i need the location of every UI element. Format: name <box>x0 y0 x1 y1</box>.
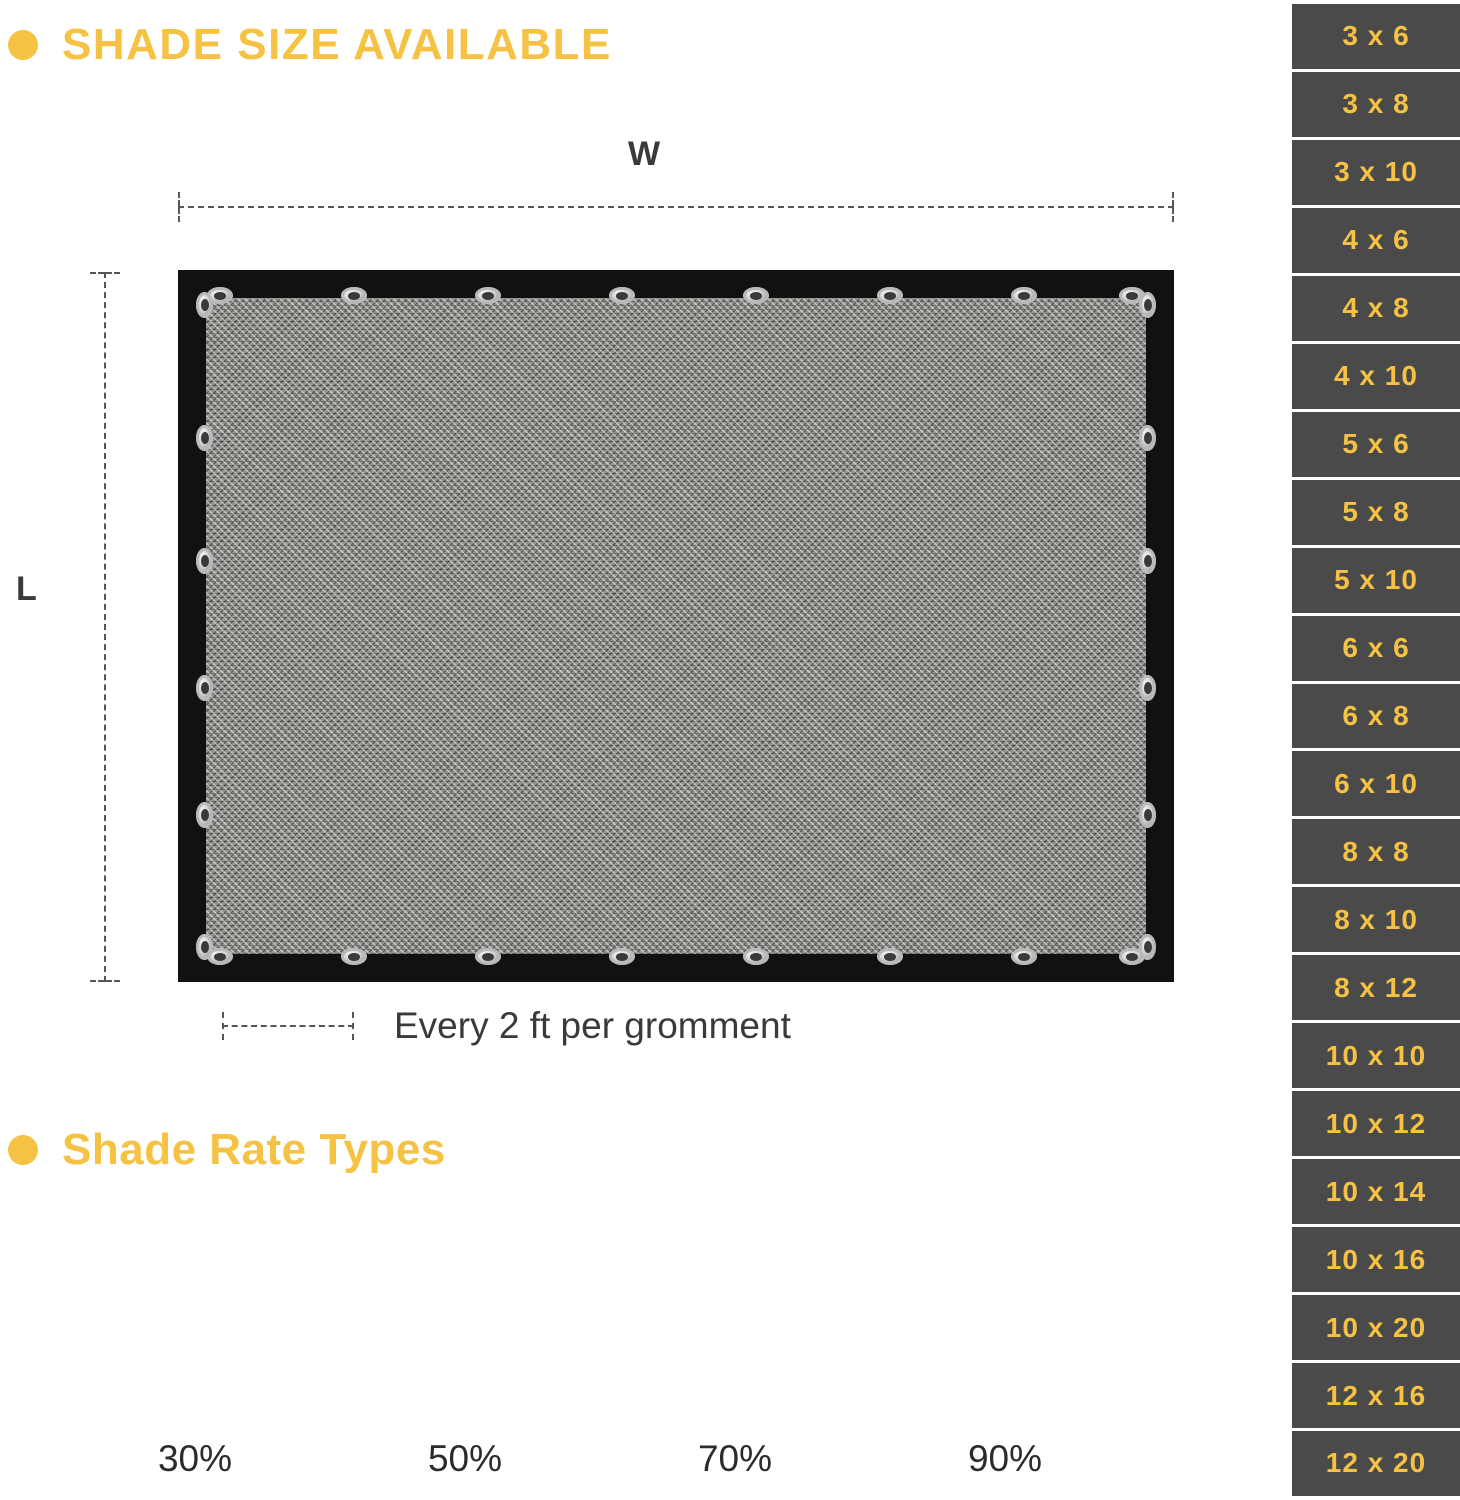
shade-rate-heading <box>8 1125 446 1175</box>
shade-rate-label-30: 30% <box>157 1438 233 1479</box>
width-dimension-line <box>178 192 1174 222</box>
bullet-icon <box>8 30 38 60</box>
grommet-spacing-note <box>222 1005 791 1047</box>
size-chip[interactable]: 4 x 8 <box>1292 276 1460 341</box>
shade-cloth-panel <box>178 270 1174 982</box>
width-tick-right <box>1172 192 1174 222</box>
shade-rate-swatch-list <box>60 1230 1140 1480</box>
length-dimension-dash <box>104 272 106 982</box>
grommet <box>341 948 367 965</box>
grommet <box>1011 948 1037 965</box>
grommet <box>196 675 213 701</box>
size-chip[interactable]: 6 x 10 <box>1292 751 1460 816</box>
shade-rate-swatch-30 <box>97 1230 293 1416</box>
grommet <box>196 425 213 451</box>
spacing-dimension-dash <box>222 1025 354 1027</box>
grommet <box>475 948 501 965</box>
size-chip[interactable]: 8 x 8 <box>1292 819 1460 884</box>
shade-rate-item-30 <box>60 1230 330 1480</box>
size-chip[interactable]: 3 x 10 <box>1292 140 1460 205</box>
shade-rate-swatch-90 <box>907 1230 1103 1416</box>
shade-sail-diagram <box>0 110 1280 1090</box>
grommet <box>743 287 769 304</box>
size-chip[interactable]: 8 x 10 <box>1292 887 1460 952</box>
size-chip[interactable]: 6 x 8 <box>1292 684 1460 749</box>
grommet <box>609 287 635 304</box>
size-chip[interactable]: 5 x 10 <box>1292 548 1460 613</box>
size-chip[interactable]: 6 x 6 <box>1292 616 1460 681</box>
length-dimension-line <box>90 272 120 982</box>
grommet <box>1139 802 1156 828</box>
size-chip[interactable]: 10 x 16 <box>1292 1227 1460 1292</box>
grommet <box>1139 425 1156 451</box>
width-dimension-label: W <box>628 135 661 173</box>
shade-rate-item-50 <box>330 1230 600 1480</box>
shade-rate-item-70 <box>600 1230 870 1480</box>
grommet <box>1139 292 1156 318</box>
size-chip[interactable]: 4 x 6 <box>1292 208 1460 273</box>
shade-rate-label-90: 90% <box>967 1438 1043 1479</box>
size-chip[interactable]: 5 x 6 <box>1292 412 1460 477</box>
size-chip[interactable]: 5 x 8 <box>1292 480 1460 545</box>
shade-cloth-mesh <box>206 298 1146 954</box>
grommet <box>877 948 903 965</box>
shade-size-heading-label: SHADE SIZE AVAILABLE <box>62 20 612 69</box>
grommet <box>1139 934 1156 960</box>
shade-rate-swatch-50 <box>367 1230 563 1416</box>
grommet <box>1011 287 1037 304</box>
shade-rate-label-70: 70% <box>697 1438 773 1479</box>
size-chip[interactable]: 3 x 6 <box>1292 4 1460 69</box>
shade-size-heading <box>8 20 612 70</box>
grommet <box>196 548 213 574</box>
size-chip[interactable]: 12 x 16 <box>1292 1363 1460 1428</box>
grommet-spacing-dimension-line <box>222 1012 354 1040</box>
grommet-spacing-label: Every 2 ft per gromment <box>394 1005 791 1046</box>
size-chip[interactable]: 4 x 10 <box>1292 344 1460 409</box>
width-dimension-dash <box>178 206 1174 208</box>
grommet <box>1139 675 1156 701</box>
grommet <box>341 287 367 304</box>
grommet <box>1139 548 1156 574</box>
size-chip[interactable]: 8 x 12 <box>1292 955 1460 1020</box>
spacing-tick-right <box>352 1012 354 1040</box>
length-tick-bottom <box>90 980 120 982</box>
size-chip[interactable]: 10 x 12 <box>1292 1091 1460 1156</box>
shade-rate-heading-label: Shade Rate Types <box>62 1125 446 1174</box>
shade-rate-swatch-70 <box>637 1230 833 1416</box>
grommet <box>609 948 635 965</box>
size-chip[interactable]: 3 x 8 <box>1292 72 1460 137</box>
size-chip[interactable]: 12 x 20 <box>1292 1431 1460 1496</box>
bullet-icon <box>8 1135 38 1165</box>
shade-rate-item-90 <box>870 1230 1140 1480</box>
size-options-list <box>1292 0 1460 1500</box>
grommet <box>196 934 213 960</box>
length-dimension-label: L <box>16 570 37 608</box>
grommet <box>196 292 213 318</box>
size-chip[interactable]: 10 x 10 <box>1292 1023 1460 1088</box>
size-chip[interactable]: 10 x 14 <box>1292 1159 1460 1224</box>
shade-rate-label-50: 50% <box>427 1438 503 1479</box>
grommet <box>475 287 501 304</box>
grommet <box>743 948 769 965</box>
grommet <box>196 802 213 828</box>
grommet <box>877 287 903 304</box>
size-chip[interactable]: 10 x 20 <box>1292 1295 1460 1360</box>
